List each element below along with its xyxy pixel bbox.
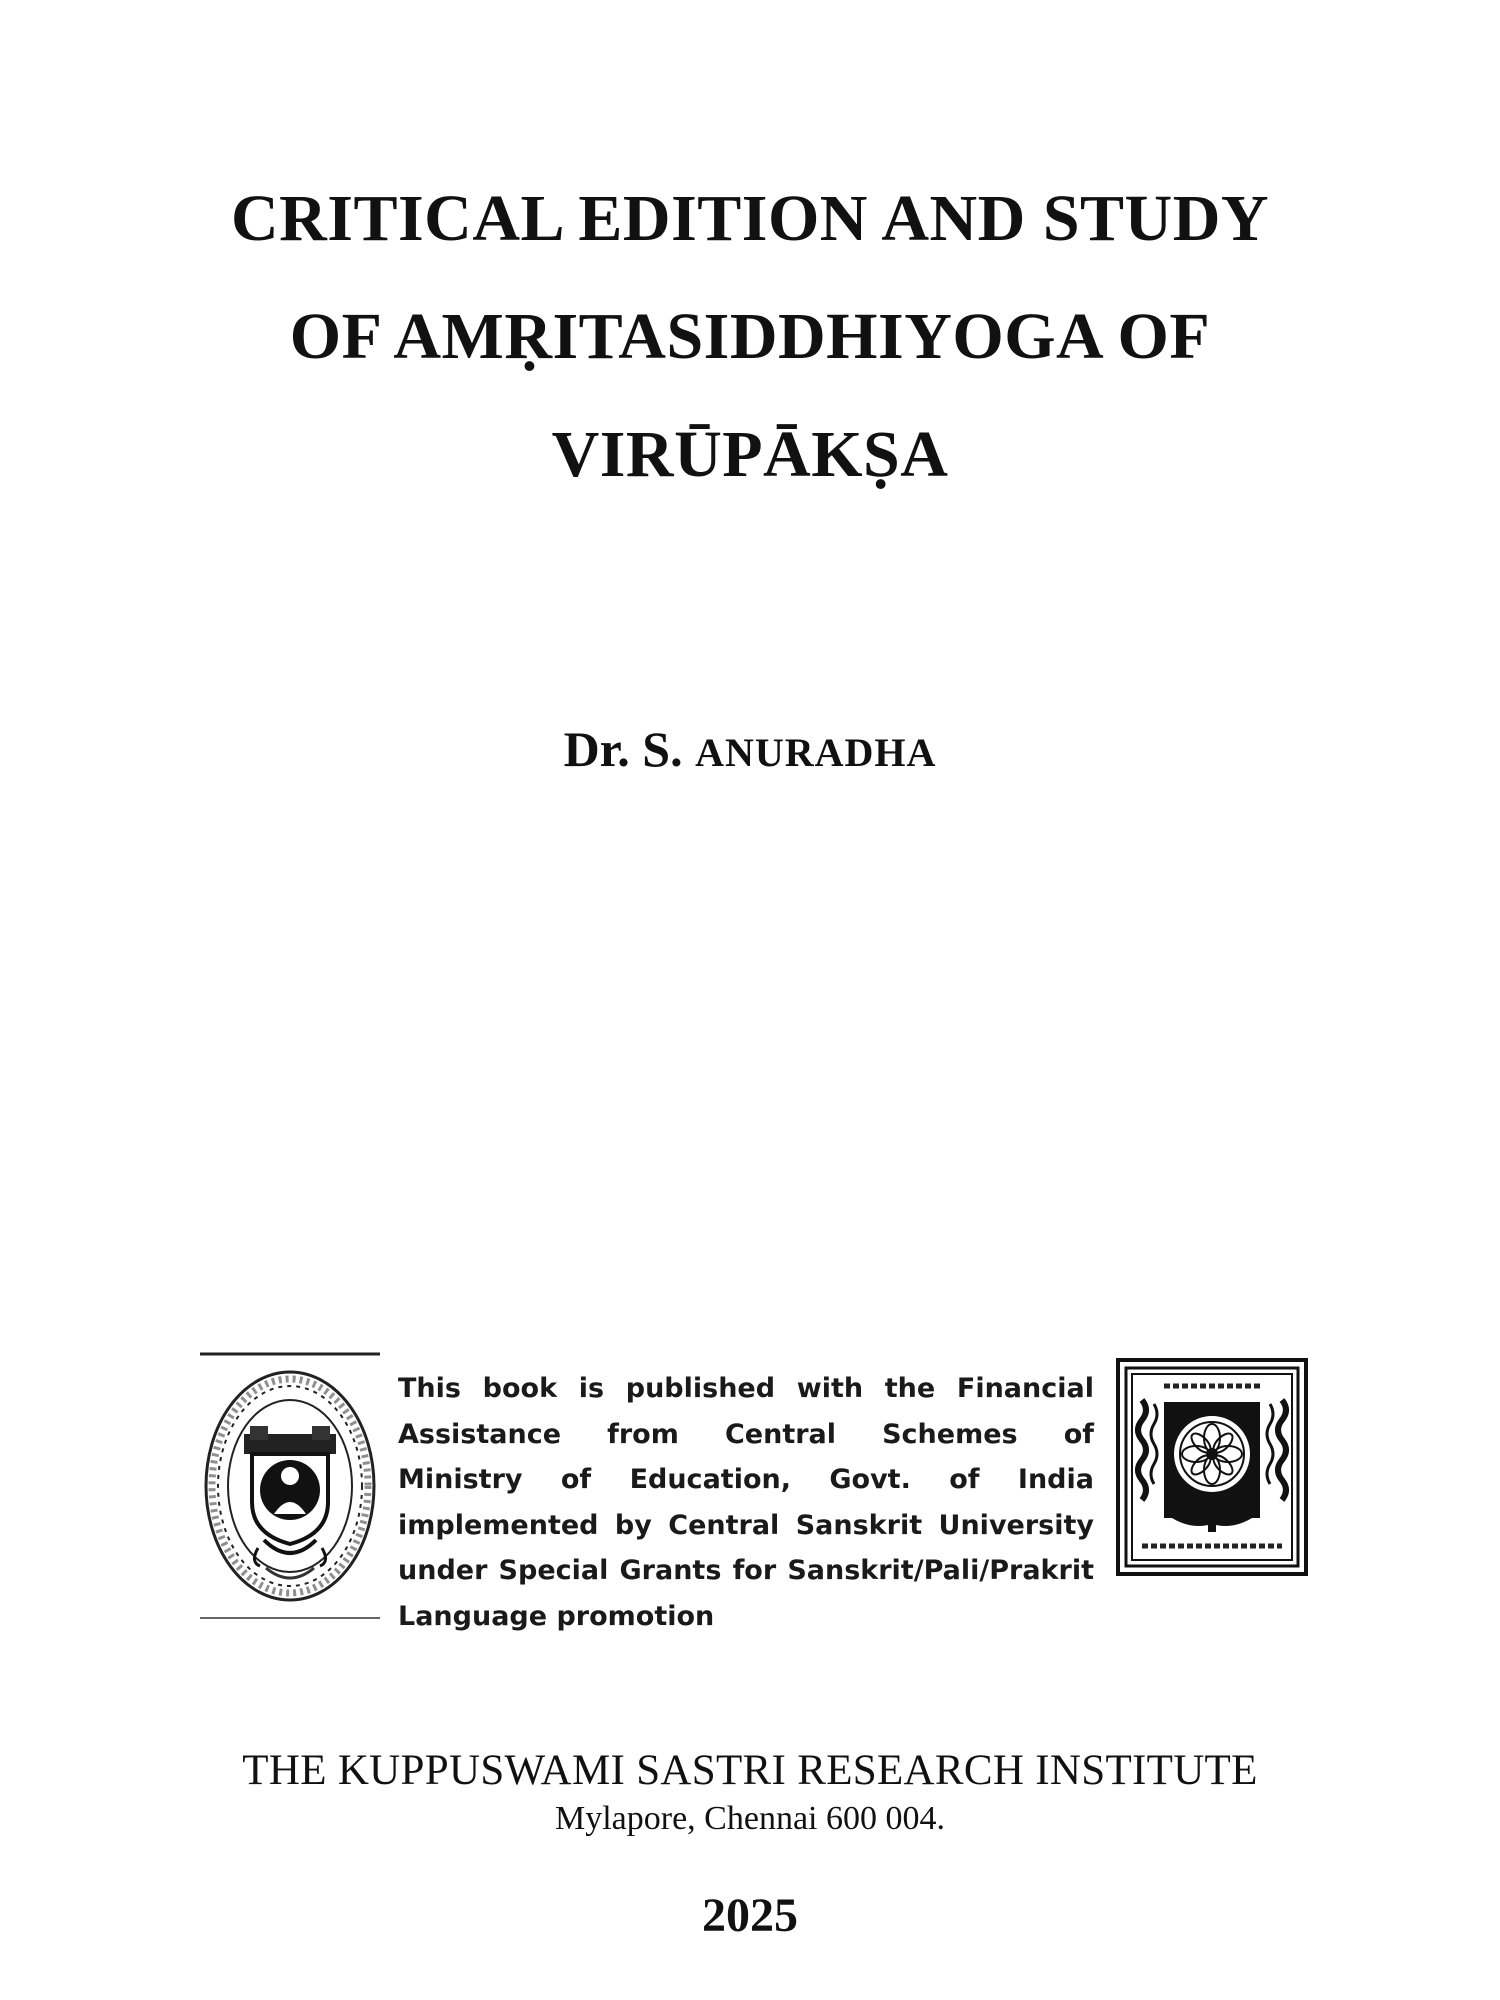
publication-year: 2025 [702, 1889, 798, 1942]
publisher-name: THE KUPPUSWAMI SASTRI RESEARCH INSTITUTE [242, 1747, 1258, 1794]
author-surname: ANURADHA [695, 730, 937, 775]
notice-line-6: Language promotion [398, 1600, 715, 1632]
notice-line-5: under Special Grants for Sanskrit/Pali/Prakrit [398, 1555, 1094, 1586]
funding-notice [398, 1366, 1094, 1639]
title-line-2: OF AMṚITASIDDHIYOGA OF [289, 300, 1211, 373]
notice-line-1: This book is published with the Financial [398, 1373, 1094, 1404]
publisher-address: Mylapore, Chennai 600 004. [555, 1800, 945, 1837]
central-sanskrit-university-emblem-icon [1116, 1358, 1308, 1576]
title-line-3: VIRŪPĀKṢA [551, 418, 949, 491]
institute-seal-icon [200, 1352, 380, 1624]
book-title [0, 160, 1500, 514]
author-name [0, 720, 1500, 778]
notice-line-2: Assistance from Central Schemes of [398, 1418, 1094, 1450]
author-prefix: Dr. S. [563, 721, 683, 777]
notice-line-3: Ministry of Education, Govt. of India [398, 1464, 1094, 1495]
title-line-1: CRITICAL EDITION AND STUDY [230, 182, 1270, 255]
notice-line-4: implemented by Central Sanskrit University [398, 1509, 1094, 1541]
